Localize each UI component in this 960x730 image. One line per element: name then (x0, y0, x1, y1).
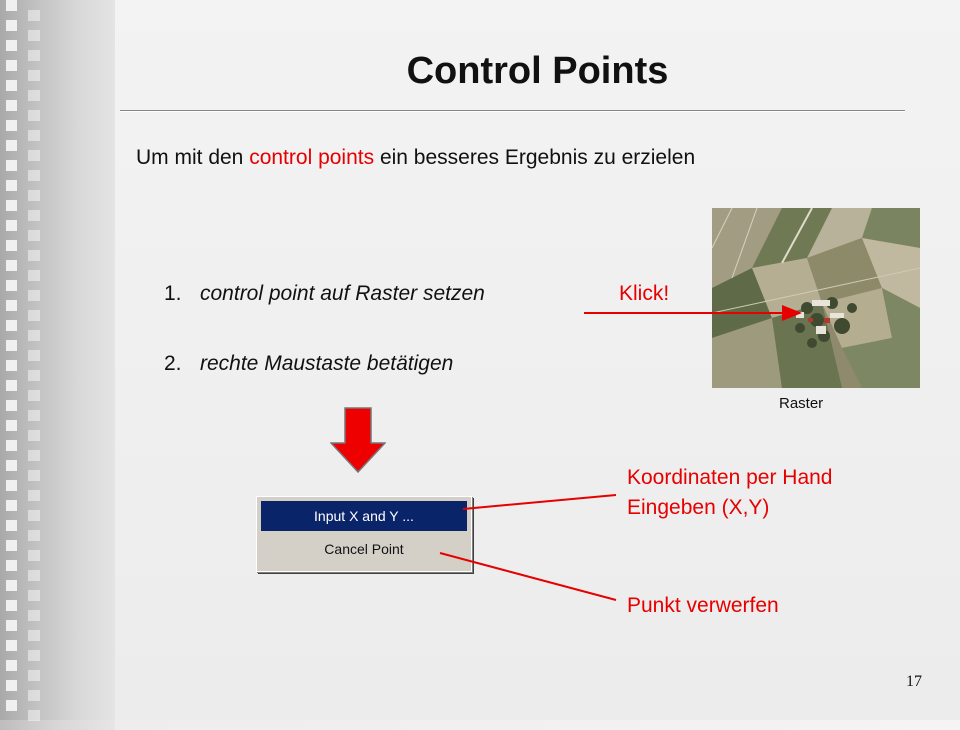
raster-caption: Raster (779, 395, 824, 412)
intro-highlight: control points (249, 146, 375, 169)
click-label: Klick! (619, 282, 670, 305)
koordinaten-connector (463, 495, 616, 509)
intro-after: ein besseres Ergebnis zu erzielen (374, 146, 696, 169)
step-1-number: 1. (164, 282, 182, 305)
step-1-text: control point auf Raster setzen (200, 282, 485, 305)
slide-title: Control Points (406, 50, 669, 92)
intro-before: Um mit den (136, 146, 250, 169)
page-number: 17 (906, 673, 922, 690)
menu-item-input-xy[interactable]: Input X and Y ... (261, 501, 467, 531)
punkt-connector (440, 553, 616, 600)
step-2-text: rechte Maustaste betätigen (200, 352, 454, 375)
menu-item-cancel-point[interactable]: Cancel Point (324, 541, 404, 557)
step-2-number: 2. (164, 352, 182, 375)
annotation-koordinaten-line2: Eingeben (X,Y) (627, 496, 770, 519)
annotation-koordinaten-line1: Koordinaten per Hand (627, 466, 833, 489)
annotation-punkt-verwerfen: Punkt verwerfen (627, 594, 779, 617)
